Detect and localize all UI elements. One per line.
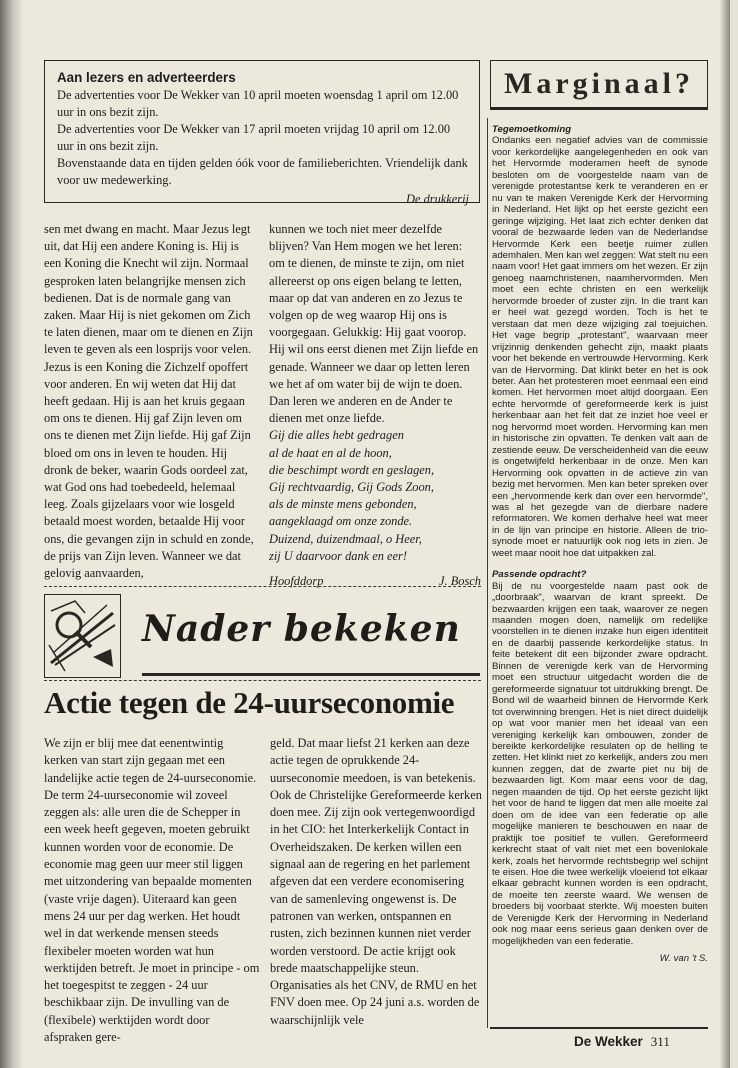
article2-column-2: geld. Dat maar liefst 21 kerken aan deze actie tegen de oprukkende 24-uurseconomie meedoen, is van betekenis. Ook de Christelijke Gereformeerde kerken doen mee. Zij zijn ook vertegenwoordigd in het CIO: het Interkerkelijk Contact in Overheidszaken. De kerken willen een signaal aan de regering en het parlement afgeven dat een verdere economisering van de samenleving ongewenst is. De patronen van werken, ontspannen en rusten, zich bezinnen kunnen niet verder worden verstoord. De actie krijgt ook brede maatschappelijke steun. Organisaties als het CNV, de RMU en het FNV doen mee. Op 24 juni a.s. worden de waarschijnlijk vele [270, 736, 482, 1027]
notice-line: De advertenties voor De Wekker van 17 april moeten vrijdag 10 april om 12.00 uur in ons bezit zijn. [57, 122, 451, 153]
page-footer [574, 1034, 670, 1050]
notice-line: De advertenties voor De Wekker van 10 april moeten woensdag 1 april om 12.00 uur in ons bezit zijn. [57, 88, 459, 119]
section-illustration [44, 594, 121, 678]
article-column-1: sen met dwang en macht. Maar Jezus legt uit, dat Hij een andere Koning is. Hij is een Koning die Knecht wil zijn. Normaal gesproken laten belangrijke mensen zich bedienen. Dat is de normale gang van zaken. Maar Hij is niet gekomen om Zich te laten dienen, maar om te dienen en Zijn leven te geven als een losprijs voor velen. Jezus is een Koning die Zichzelf opoffert voor anderen. En wij weten dat Hij dat heeft gedaan. Hij is aan het kruis gegaan om ons te dienen. Hij gaf Zijn leven om ons te dienen met Zijn liefde. Hij gaf Zijn bloed om ons in leven te houden. Hij dronk de beker, waarin Gods oordeel zat, wat God ons had toebedeeld, helemaal leeg. Zoals gijzelaars voor wie losgeld betaald moest worden, betaalde Hij voor ons, die gevangen zijn in schuld en zonde, de prijs van Zijn leven. Wanneer we dat gelovig aanvaarden, [44, 222, 254, 581]
notice-line: Bovenstaande data en tijden gelden óók voor de familieberichten. Vriendelijk dank voor uw medewerking. [57, 156, 468, 187]
poem: Gij die alles hebt gedragen al de haat en al de hoon, die beschimpt wordt en geslagen, Gij rechtvaardig, Gij Gods Zoon, als de minste mens gebonden, aangeklaagd om onze zonde. Duizend, duizendmaal, o Heer, zij U daarvoor dank en eer! [269, 428, 435, 563]
section-text: Bij de nu voorgestelde naam past ook de „doorbraak", waarvan de krant spreekt. De bezwaarden krijgen een taak, waarover ze negen maanden mogen doen, namelijk om redelijke voorstellen in te dienen inzake hun eigen identiteit en de daarbij passende kerkordelijke status. In feite betekent dit een bijzonder zware opdracht. Binnen de verenigde kerk van de Hervorming moet een structuur uitgedacht worden die de gereformeerde signatuur tot uitdrukking brengt. De Bond wil de waarheid binnen de Hervormde Kerk tot overwinning brengen. Het is niet direct duidelijk op wat voor manier men het ideaal van een vereniging kerkelijk kan ombouwen, zonder de bereikte kerkordelijke resulaten op de helling te zetten. Het klinkt niet zo kerkelijk, anders zou men kunnen zeggen, dat de zwarte piet nu bij de bezwaarden ligt. Kom maar eens voor de dag, negen maanden de tijd. Op het eerste gezicht lijkt het voor de hand te liggen dat men alle moeite zal doen om de idee van een federatie op alle mogelijke manieren te beschouwen en naar de praktijk toe positief te vullen. Gereformeerd kerkrecht staat of valt niet met een bovenlokale kerk, zoals het hervormde rechtsbegrip wel schijnt te eisen. Hoe die twee werkelijk vloeiend tot elkaar elkaar gebracht kunnen worden is een opdracht, de moeite ten zeerste waard. We wensen de broeders bij voorbaat sterkte. Wij moesten buiten de Verenigde Kerk der Hervorming in Nederland ook nog maar eens serieus gaan denken over de mogelijkheden van een federatie. [492, 580, 708, 947]
article-author: J. Bosch [439, 574, 481, 589]
magnifier-tools-icon [45, 595, 119, 676]
binding-shadow [0, 0, 22, 1068]
article-text: kunnen we toch niet meer dezelfde blijven? Van Hem mogen we het leren: om te dienen, de minste te zijn, om niet allereerst op ons eigen belang te letten, maar op dat van anderen en zo Jezus te volgen op de weg waarop Hij ons is voorgegaan. Gelukkig: Hij gaat voorop. Hij wil ons eerst dienen met Zijn liefde en genade. Wanneer we daar op letten leren we het af om water bij de wijn te doen. Dan leren we anderen en de Ander te dienen met onze liefde. [269, 222, 479, 426]
notice-signature: De drukkerij [406, 192, 469, 206]
article2-column-1: We zijn er blij mee dat eenentwintig kerken van start zijn gegaan met een landelijke actie tegen de 24-uurseconomie. De term 24-uurseconomie wil zoveel zeggen als: alle uren die de Schepper in een week heeft gegeven, moeten gebruikt kunnen worden voor de economie. De economie mag geen uur meer stil liggen met uitzondering van bepaalde momenten (vaste vrije dagen). Uiteraard kan geen mens 24 uur per dag werken. Het houdt wel in dat werkende mensen steeds flexibeler moeten worden wat hun werktijden betreft. Je moet in principe - om het toegespitst te zeggen - 24 uur beschikbaar zijn. De invulling van de (flexibele) werktijden wordt door afspraken gere- [44, 736, 260, 1045]
magazine-page [14, 0, 730, 1068]
section-divider [44, 680, 481, 681]
article-headline: Actie tegen de 24-uurseconomie [44, 685, 455, 720]
section-heading: Passende opdracht? [492, 569, 587, 581]
article-signoff [269, 573, 481, 590]
section-heading: Tegemoetkoming [492, 124, 572, 135]
title-rule [142, 673, 480, 676]
advertiser-notice [44, 60, 480, 206]
notice-title: Aan lezers en adverteerders [57, 70, 236, 85]
article-place: Hoofddorp [269, 574, 324, 589]
page-edge [720, 0, 730, 1068]
marginaal-title: Marginaal? [490, 60, 708, 110]
column-divider [487, 118, 488, 1028]
section-title: Nader bekeken [142, 608, 461, 650]
magazine-name: De Wekker [574, 1034, 643, 1049]
section-text: Ondanks een negatief advies van de commissie voor kerkordelijke aangelegenheden en ook van het Hervormde moderamen heeft de synode besloten om de voorgestelde naam van de verenigde protestantse kerk te veranderen en er nu van te maken Verenigde Kerk der Hervorming in Nederland. Het lijkt op het eerste gezicht een geringe wijziging. Het laat zich echter denken dat vooral de bezwaarde leden van de Nederlandse Hervormde Kerk een beetje ruimer zullen ademhalen. Men kan wel zeggen: Wat stelt nu een naam voor! Het gaat immers om het wezen. Er zijn genoeg naamchristenen, naamhervormden. Men moet een echte christen en een werkelijk hervormde broeder of zuster zijn. In die trant kan er heel wat gezegd worden. Toch is het te verstaan dat men deze wijziging zal toejuichen. Het vage begrip „protestant", waarvaan meer vrijzinnig denkenden gehecht zijn, maakt plaats voor het bekende en vertrouwde Hervorming. Kerk van de Hervorming. Dat klinkt beter en het is ook beter. Aan het protesteren moet eenmaal een eind komen. Het hervormen moet altijd doorgaan. Een echte hervormde of gereformeerde kerk is juist herkenbaar aan het feit dat ze inziet hoe veel er nog hervormd moet worden. Hervorming kan men in historische zin opvatten. Te denken valt aan de zestiende eeuw. De verscheidenheid van die eeuw is ongetwijfeld herkenbaar in de onze. Men kan Hervorming ook opvatten in de actieve zin van bezig met hervormen. Men kan beter spreken over een „hervormende kerk dan over een hervormde", was al het gezegde van de dierbare nadere reformatoren. We komen derhalve heel wat meer in de lijn van principe en historie. Alleen de trio-synode moet er natuurlijk ook nog iets in zien. Je weet maar nooit hoe dat uitpakken zal. [492, 135, 708, 559]
section-divider [44, 586, 481, 587]
marginaal-signature: W. van 't S. [659, 953, 708, 965]
article-column-2 [269, 221, 481, 590]
column-end-rule [490, 1027, 708, 1029]
page-number: 311 [650, 1034, 670, 1049]
marginaal-column [492, 124, 708, 965]
